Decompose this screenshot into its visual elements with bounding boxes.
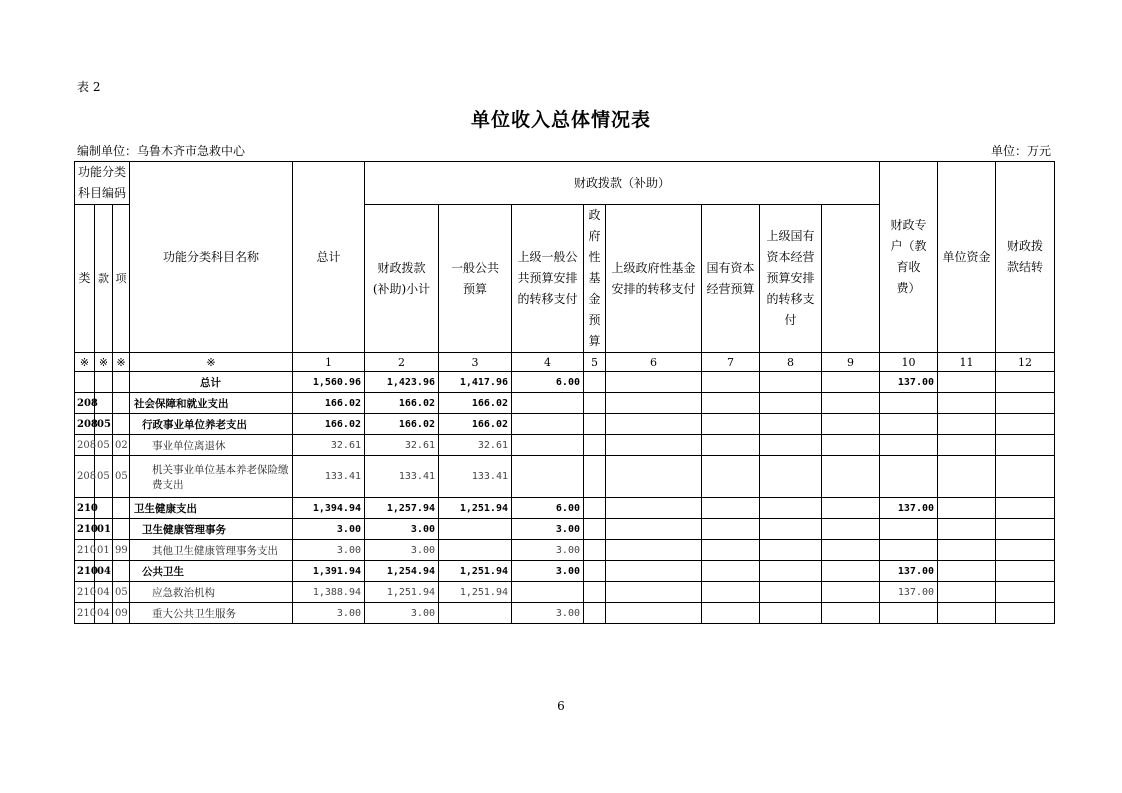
- value-cell-c7: [702, 456, 760, 498]
- income-table: [74, 161, 1055, 624]
- value-cell-c6: [606, 603, 702, 624]
- value-cell-general: 32.61: [439, 435, 512, 456]
- value-cell-c7: [702, 561, 760, 582]
- code-lei-cell: 210: [75, 561, 95, 582]
- value-cell-c5: [584, 393, 606, 414]
- page-number: 6: [557, 699, 565, 713]
- value-cell-c6: [606, 519, 702, 540]
- column-number-cell: 6: [606, 353, 702, 372]
- column-number-cell: 7: [702, 353, 760, 372]
- value-cell-c11: [938, 498, 996, 519]
- value-cell-total: 133.41: [293, 456, 365, 498]
- table-row: [75, 414, 1055, 435]
- row-name-cell: 公共卫生: [130, 561, 293, 582]
- value-cell-c10: [880, 435, 938, 456]
- code-kuan-cell: 01: [95, 519, 113, 540]
- value-cell-c5: [584, 456, 606, 498]
- value-cell-sub: 1,254.94: [365, 561, 439, 582]
- value-cell-c9: [822, 393, 880, 414]
- code-lei-cell: 210: [75, 603, 95, 624]
- code-xiang-cell: 02: [113, 435, 130, 456]
- value-cell-c8: [760, 372, 822, 393]
- value-cell-general: 1,251.94: [439, 582, 512, 603]
- value-cell-c8: [760, 519, 822, 540]
- column-number-cell: ※: [113, 353, 130, 372]
- column-number-cell: 1: [293, 353, 365, 372]
- value-cell-total: 3.00: [293, 603, 365, 624]
- row-name-cell: 行政事业单位养老支出: [130, 414, 293, 435]
- value-cell-c9: [822, 540, 880, 561]
- value-cell-c5: [584, 603, 606, 624]
- value-cell-c6: [606, 456, 702, 498]
- unit-label: 单位：万元: [990, 144, 1051, 158]
- value-cell-c7: [702, 519, 760, 540]
- code-kuan-cell: 05: [95, 456, 113, 498]
- value-cell-c8: [760, 414, 822, 435]
- code-xiang-cell: [113, 561, 130, 582]
- header-lei: 类: [75, 205, 95, 353]
- value-cell-total: 166.02: [293, 414, 365, 435]
- code-lei-cell: 210: [75, 519, 95, 540]
- value-cell-c8: [760, 393, 822, 414]
- value-cell-upper_general: 3.00: [512, 561, 584, 582]
- code-lei-cell: 208: [75, 456, 95, 498]
- value-cell-total: 166.02: [293, 393, 365, 414]
- value-cell-upper_general: 3.00: [512, 603, 584, 624]
- value-cell-c7: [702, 393, 760, 414]
- code-xiang-cell: [113, 414, 130, 435]
- value-cell-c7: [702, 540, 760, 561]
- table-row: [75, 435, 1055, 456]
- value-cell-sub: 133.41: [365, 456, 439, 498]
- value-cell-sub: 1,251.94: [365, 582, 439, 603]
- value-cell-c12: [996, 435, 1055, 456]
- value-cell-c8: [760, 603, 822, 624]
- table-row: [75, 393, 1055, 414]
- value-cell-c5: [584, 435, 606, 456]
- row-name-cell: 事业单位离退休: [130, 435, 293, 456]
- value-cell-c7: [702, 603, 760, 624]
- value-cell-c8: [760, 498, 822, 519]
- value-cell-c9: [822, 519, 880, 540]
- code-xiang-cell: [113, 519, 130, 540]
- code-lei-cell: 208: [75, 435, 95, 456]
- column-number-cell: 5: [584, 353, 606, 372]
- table-tag: 表 2: [77, 80, 101, 94]
- value-cell-upper_general: [512, 456, 584, 498]
- value-cell-c5: [584, 561, 606, 582]
- value-cell-general: 166.02: [439, 393, 512, 414]
- table-row: [75, 456, 1055, 498]
- value-cell-c6: [606, 393, 702, 414]
- value-cell-c6: [606, 498, 702, 519]
- code-lei-cell: 208: [75, 414, 95, 435]
- value-cell-sub: 3.00: [365, 603, 439, 624]
- header-code-group: 功能分类科目编码: [75, 162, 130, 205]
- code-lei-cell: [75, 372, 95, 393]
- code-xiang-cell: [113, 498, 130, 519]
- value-cell-c10: [880, 393, 938, 414]
- row-name-cell: 卫生健康管理事务: [130, 519, 293, 540]
- value-cell-c5: [584, 582, 606, 603]
- column-number-cell: 10: [880, 353, 938, 372]
- value-cell-c5: [584, 372, 606, 393]
- row-name-cell: 机关事业单位基本养老保险缴费支出: [130, 456, 293, 498]
- value-cell-c6: [606, 561, 702, 582]
- value-cell-general: 1,417.96: [439, 372, 512, 393]
- value-cell-general: [439, 519, 512, 540]
- value-cell-c9: [822, 414, 880, 435]
- header-unit-funds: 单位资金: [938, 162, 996, 353]
- code-lei-cell: 208: [75, 393, 95, 414]
- value-cell-c12: [996, 498, 1055, 519]
- value-cell-c12: [996, 603, 1055, 624]
- value-cell-sub: 32.61: [365, 435, 439, 456]
- value-cell-c7: [702, 372, 760, 393]
- value-cell-upper_general: [512, 435, 584, 456]
- table-row: [75, 498, 1055, 519]
- value-cell-c11: [938, 540, 996, 561]
- header-carryover: 财政拨款结转: [996, 162, 1055, 353]
- code-xiang-cell: 05: [113, 456, 130, 498]
- value-cell-c9: [822, 582, 880, 603]
- value-cell-upper_general: [512, 414, 584, 435]
- value-cell-c6: [606, 540, 702, 561]
- value-cell-general: [439, 603, 512, 624]
- value-cell-total: 1,391.94: [293, 561, 365, 582]
- value-cell-sub: 166.02: [365, 393, 439, 414]
- value-cell-c5: [584, 498, 606, 519]
- value-cell-c9: [822, 456, 880, 498]
- table-row: [75, 561, 1055, 582]
- header-total: 总计: [293, 162, 365, 353]
- value-cell-c7: [702, 435, 760, 456]
- value-cell-c10: 137.00: [880, 498, 938, 519]
- value-cell-c10: 137.00: [880, 561, 938, 582]
- column-number-cell: 9: [822, 353, 880, 372]
- column-number-cell: 2: [365, 353, 439, 372]
- code-xiang-cell: 99: [113, 540, 130, 561]
- column-number-row: [75, 353, 1055, 372]
- value-cell-c8: [760, 561, 822, 582]
- value-cell-c12: [996, 519, 1055, 540]
- value-cell-c12: [996, 414, 1055, 435]
- code-kuan-cell: [95, 372, 113, 393]
- column-number-cell: ※: [95, 353, 113, 372]
- code-kuan-cell: 04: [95, 561, 113, 582]
- value-cell-c6: [606, 435, 702, 456]
- value-cell-c6: [606, 414, 702, 435]
- value-cell-c9: [822, 372, 880, 393]
- code-kuan-cell: 05: [95, 435, 113, 456]
- value-cell-c12: [996, 561, 1055, 582]
- value-cell-sub: 1,423.96: [365, 372, 439, 393]
- value-cell-c8: [760, 540, 822, 561]
- value-cell-c10: [880, 456, 938, 498]
- value-cell-c5: [584, 540, 606, 561]
- header-state-capital: 国有资本经营预算: [702, 205, 760, 353]
- page-title: 单位收入总体情况表: [470, 109, 651, 131]
- value-cell-general: 1,251.94: [439, 561, 512, 582]
- table-row: [75, 519, 1055, 540]
- code-lei-cell: 210: [75, 582, 95, 603]
- value-cell-upper_general: 3.00: [512, 540, 584, 561]
- value-cell-c12: [996, 393, 1055, 414]
- row-name-cell: 应急救治机构: [130, 582, 293, 603]
- value-cell-c6: [606, 372, 702, 393]
- value-cell-total: 1,394.94: [293, 498, 365, 519]
- value-cell-c10: 137.00: [880, 582, 938, 603]
- header-gov-fund: 政府性基金预算: [584, 205, 606, 353]
- table-row: [75, 372, 1055, 393]
- value-cell-c11: [938, 435, 996, 456]
- row-name-cell: 卫生健康支出: [130, 498, 293, 519]
- value-cell-sub: 3.00: [365, 519, 439, 540]
- value-cell-general: [439, 540, 512, 561]
- value-cell-c11: [938, 372, 996, 393]
- code-xiang-cell: [113, 393, 130, 414]
- header-xiang: 项: [113, 205, 130, 353]
- column-number-cell: 4: [512, 353, 584, 372]
- value-cell-general: 133.41: [439, 456, 512, 498]
- value-cell-sub: 1,257.94: [365, 498, 439, 519]
- code-lei-cell: 210: [75, 498, 95, 519]
- value-cell-c12: [996, 456, 1055, 498]
- value-cell-total: 3.00: [293, 540, 365, 561]
- table-row: [75, 540, 1055, 561]
- code-xiang-cell: [113, 372, 130, 393]
- value-cell-sub: 3.00: [365, 540, 439, 561]
- value-cell-c8: [760, 456, 822, 498]
- header-upper-fund: 上级政府性基金安排的转移支付: [606, 205, 702, 353]
- code-lei-cell: 210: [75, 540, 95, 561]
- value-cell-c5: [584, 519, 606, 540]
- column-number-cell: 3: [439, 353, 512, 372]
- value-cell-c11: [938, 519, 996, 540]
- row-name-cell: 重大公共卫生服务: [130, 603, 293, 624]
- org-label: 编制单位：乌鲁木齐市急救中心: [77, 144, 246, 158]
- value-cell-c11: [938, 582, 996, 603]
- header-kuan: 款: [95, 205, 113, 353]
- value-cell-upper_general: [512, 582, 584, 603]
- value-cell-c12: [996, 540, 1055, 561]
- value-cell-general: 1,251.94: [439, 498, 512, 519]
- header-upper-general: 上级一般公共预算安排的转移支付: [512, 205, 584, 353]
- row-name-cell: 社会保障和就业支出: [130, 393, 293, 414]
- row-name-cell: 其他卫生健康管理事务支出: [130, 540, 293, 561]
- code-xiang-cell: 09: [113, 603, 130, 624]
- value-cell-c10: [880, 540, 938, 561]
- column-number-cell: ※: [75, 353, 95, 372]
- value-cell-c12: [996, 582, 1055, 603]
- value-cell-c11: [938, 456, 996, 498]
- code-kuan-cell: 01: [95, 540, 113, 561]
- value-cell-c10: 137.00: [880, 372, 938, 393]
- value-cell-c7: [702, 498, 760, 519]
- value-cell-c10: [880, 603, 938, 624]
- value-cell-total: 1,560.96: [293, 372, 365, 393]
- value-cell-upper_general: 6.00: [512, 372, 584, 393]
- value-cell-c9: [822, 603, 880, 624]
- header-upper-capital: 上级国有资本经营预算安排的转移支付: [760, 205, 822, 353]
- table-row: [75, 603, 1055, 624]
- code-kuan-cell: 04: [95, 603, 113, 624]
- table-row: [75, 582, 1055, 603]
- column-number-cell: 12: [996, 353, 1055, 372]
- value-cell-c8: [760, 435, 822, 456]
- column-number-cell: ※: [130, 353, 293, 372]
- value-cell-sub: 166.02: [365, 414, 439, 435]
- value-cell-c11: [938, 393, 996, 414]
- value-cell-c10: [880, 414, 938, 435]
- value-cell-c8: [760, 582, 822, 603]
- value-cell-c6: [606, 582, 702, 603]
- value-cell-c12: [996, 372, 1055, 393]
- value-cell-c11: [938, 603, 996, 624]
- value-cell-upper_general: [512, 393, 584, 414]
- row-name-cell: 总计: [130, 372, 293, 393]
- value-cell-general: 166.02: [439, 414, 512, 435]
- value-cell-total: 32.61: [293, 435, 365, 456]
- header-fiscal-group: 财政拨款（补助）: [365, 162, 880, 205]
- header-general-budget: 一般公共预算: [439, 205, 512, 353]
- value-cell-upper_general: 6.00: [512, 498, 584, 519]
- value-cell-c7: [702, 414, 760, 435]
- header-fiscal-sub: 财政拨款(补助)小计: [365, 205, 439, 353]
- value-cell-c9: [822, 498, 880, 519]
- value-cell-c11: [938, 561, 996, 582]
- column-number-cell: 8: [760, 353, 822, 372]
- value-cell-c9: [822, 561, 880, 582]
- value-cell-c5: [584, 414, 606, 435]
- code-kuan-cell: 05: [95, 414, 113, 435]
- code-kuan-cell: 04: [95, 582, 113, 603]
- value-cell-upper_general: 3.00: [512, 519, 584, 540]
- header-name: 功能分类科目名称: [130, 162, 293, 353]
- column-number-cell: 11: [938, 353, 996, 372]
- value-cell-total: 1,388.94: [293, 582, 365, 603]
- value-cell-c10: [880, 519, 938, 540]
- value-cell-c7: [702, 582, 760, 603]
- value-cell-total: 3.00: [293, 519, 365, 540]
- code-xiang-cell: 05: [113, 582, 130, 603]
- value-cell-c11: [938, 414, 996, 435]
- header-special: 财政专户（教育收费）: [880, 162, 938, 353]
- value-cell-c9: [822, 435, 880, 456]
